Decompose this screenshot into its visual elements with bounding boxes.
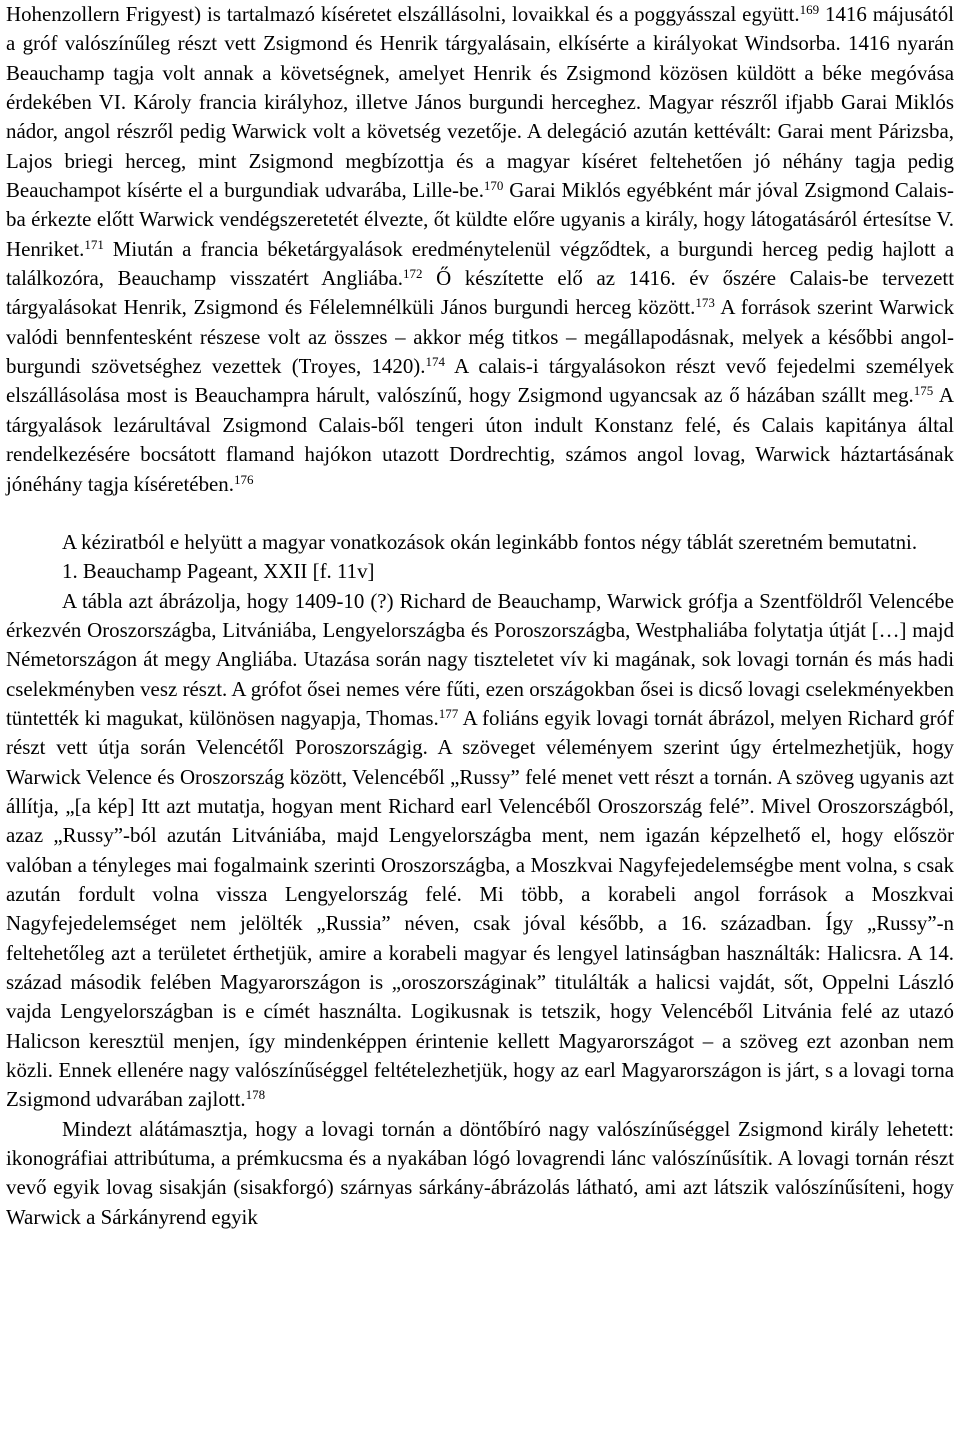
text-run: Ő készítette elő az 1416. év őszére Calais-be tervezett tárgyalásokat Henrik, Zsigmond és Félelemnélküli János burgundi herceg között.: [6, 266, 954, 320]
text-run: Hohenzollern Frigyest) is tartalmazó kíséretet elszállásolni, lovaikkal és a poggyásszal együtt.: [6, 2, 800, 26]
footnote-ref-172[interactable]: 172: [403, 266, 423, 282]
footnote-ref-169[interactable]: 169: [799, 2, 820, 17]
paragraph-2: A kéziratból e helyütt a magyar vonatkozások okán leginkább fontos négy táblát szeretném bemutatni.: [62, 529, 918, 554]
footnote-ref-170[interactable]: 170: [483, 178, 504, 194]
list-item-beauchamp-pageant: 1. Beauchamp Pageant, XXII [f. 11v]: [62, 559, 375, 584]
text-run: A tábla azt ábrázolja, hogy 1409-10 (?) Richard de Beauchamp, Warwick grófja a Szentföldről Velencébe érkezvén Oroszországba, Litvániába, Lengyelországba és Poroszországba, Westphaliába folytatja útját […] majd Németországon át megy Angliába. Utazása során nagy tiszteletet vív ki magának, sok lovagi tornán és más hadi cselekményben vesz részt. A grófot ősei nemes vére fűti, ezen országokban ősei is dicső lovagi cselekményekben tüntették ki magukat, különösen nagyapja, Thomas.: [6, 588, 954, 730]
text-run: Miután a francia béketárgyalások eredménytelenül végződtek, a burgundi herceg pedig hajlott a találkozóra, Beauchamp visszatért Angliába.: [6, 236, 954, 291]
paragraph-gap: [6, 499, 954, 528]
paragraph-4: Mindezt alátámasztja, hogy a lovagi tornán a döntőbíró nagy valószínűséggel Zsigmond király lehetett: ikonográfiai attribútuma, a prémkucsma és a nyakában lógó lovagrendi lánc valószínűsítik. A lovagi tornán részt vevő egyik lovag sisakján (sisakforgó) szárnyas sárkány-ábrázolás látható, ami azt látszik valószínűsíteni, hogy Warwick a Sárkányrend egyik: [6, 1116, 954, 1229]
footnote-ref-176[interactable]: 176: [233, 471, 254, 487]
footnote-ref-175[interactable]: 175: [913, 383, 934, 399]
text-run: 1416 májusától a gróf valószínűleg részt vett Zsigmond és Henrik tárgyalásain, elkísérte a királyokat Windsorba. 1416 nyarán Beauchamp tagja volt annak a követségnek, amelyet Henrik és Zsigmond közösen küldött a béke megóvása érdekében VI. Károly francia királyhoz, illetve János burgundi herceghez. Magyar részről ifjabb Garai Miklós nádor, angol részről pedig Warwick volt a követség vezetője. A delegáció azután kettévált: Garai ment Párizsba, Lajos briegi herceg, mint Zsigmond megbízottja és a magyar kíséret feltehetően jó néhány tagja pedig Beauchampot kísérte el a burgundiak udvarába, Lille-be.: [6, 2, 954, 203]
text-run: A tárgyalások lezárultával Zsigmond Calais-ből tengeri úton indult Konstanz felé, és Calais kapitánya által rendelkezésére bocsátott flamand hajókon utazott Dordrechtig, számos angol lovag, Warwick háztartásának jónéhány tagja kíséretében.: [6, 383, 955, 496]
text-run: A források szerint Warwick valódi bennfentesként részese volt az összes – akkor még titkos – megállapodásnak, melyek a későbbi angol-burgundi szövetséghez vezettek (Troyes, 1420).: [6, 295, 955, 379]
footnote-ref-174[interactable]: 174: [425, 354, 445, 370]
footnote-ref-178[interactable]: 178: [245, 1087, 266, 1103]
footnote-ref-173[interactable]: 173: [695, 295, 715, 311]
paragraph-3: [6, 587, 954, 1115]
text-run: A foliáns egyik lovagi tornát ábrázol, melyen Richard gróf részt vett útja során Velencétől Poroszországig. A szöveget véleményem szerint úgy értelmezhetjük, hogy Warwick Velence és Oroszország között, Velencéből „Russy” felé menet vett részt a tornán. A szöveg ugyanis azt állítja, „[a kép] Itt azt mutatja, hogyan ment Richard earl Velencéből Oroszország felé”. Mivel Oroszországból, azaz „Russy”-ból azután Litvániába, majd Lengyelországba ment, nem igazán képzelhető el, hogy először valóban a tényleges mai fogalmaink szerinti Oroszországba, a Moszkvai Nagyfejedelemségbe ment volna, s csak azután fordult volna vissza Lengyelország felé. Mi több, a korabeli angol források a Moszkvai Nagyfejedelemséget nem jelölték „Russia” néven, csak jóval később, a 16. században. Így „Russy”-n feltehetőleg azt a területet érthetjük, amire a korabeli magyar és lengyel latinságban használták: Halicsra. A 14. század második felében Magyarországon is „oroszországinak” titulálták a halicsi vajdát, sőt, Oppelni László vajda Lengyelországban is e címét használta. Logikusnak is tetszik, hogy Velencéből Litvánia felé az utazó Halicson keresztül menjen, így mindenképpen érintenie kellett Magyarországot – a szöveg ezt azonban nem közli. Ennek ellenére nagy valószínűséggel feltételezhetjük, hogy az earl Magyarországon is járt, s a lovagi torna Zsigmond udvarában zajlott.: [6, 705, 954, 1112]
footnote-ref-171[interactable]: 171: [84, 236, 104, 252]
paragraph-1: [6, 0, 954, 499]
footnote-ref-177[interactable]: 177: [438, 705, 459, 721]
text-run: A calais-i tárgyalásokon részt vevő fejedelmi személyek elszállásolása most is Beauchampra hárult, valószínű, hogy Zsigmond ugyancsak az ő házában szállt meg.: [6, 354, 954, 408]
text-run: Garai Miklós egyébként már jóval Zsigmond Calais-ba érkezte előtt Warwick vendégszeretetét élvezte, őt küldte előre ugyanis a király, hogy látogatásáról értesítse V. Henriket.: [6, 178, 954, 261]
